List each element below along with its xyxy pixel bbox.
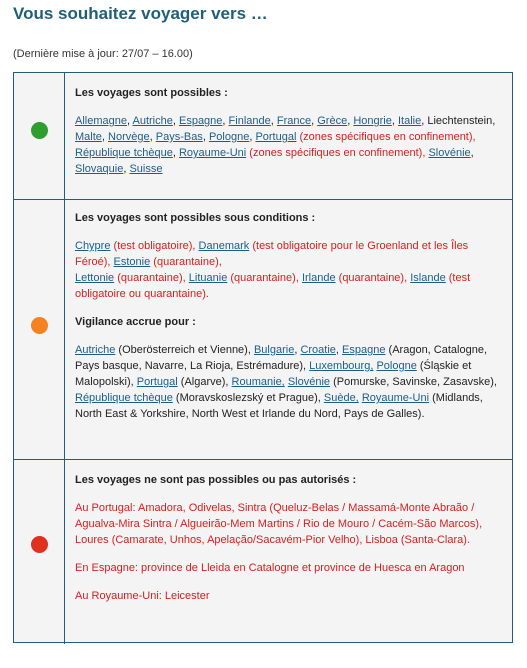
link-france[interactable]: France — [276, 115, 312, 127]
red-dot-icon — [31, 536, 48, 553]
link-pologne[interactable]: Pologne — [208, 131, 250, 143]
sep-bulgarie: , — [294, 344, 298, 356]
link-grece[interactable]: Grèce — [317, 115, 348, 127]
last-updated: (Dernière mise à jour: 27/07 – 16.00) — [13, 48, 193, 60]
link-royaume-uni[interactable]: Royaume-Uni — [178, 147, 247, 159]
note-vig-pologne: (Śląskie et Malopolski), — [75, 360, 472, 388]
note-portugal: (zones spécifiques en confinement), — [299, 131, 476, 143]
link-allemagne[interactable]: Allemagne — [75, 115, 127, 127]
row-not-possible — [14, 460, 512, 644]
link-malte[interactable]: Malte — [75, 131, 102, 143]
green-dot-icon — [31, 122, 48, 139]
link-vig-luxembourg[interactable]: Luxembourg, — [309, 360, 374, 372]
link-lettonie[interactable]: Lettonie — [75, 272, 115, 284]
link-vig-slovenie[interactable]: Slovénie — [287, 376, 331, 388]
page-title: Vous souhaitez voyager vers … — [13, 4, 268, 23]
note-irlande: (quarantaine), — [338, 272, 408, 284]
link-italie[interactable]: Italie — [398, 115, 422, 127]
link-estonie[interactable]: Estonie — [113, 256, 151, 268]
heading-vigilance: Vigilance accrue pour : — [75, 316, 196, 328]
note-vig-slovenie: (Pomurske, Savinske, Zasavske), — [333, 376, 497, 388]
link-vig-pologne[interactable]: Pologne — [376, 360, 417, 372]
text-portugal-zones: Au Portugal: Amadora, Odivelas, Sintra (Queluz-Belas / Massamá-Monte Abraão / Agualva-Mira Sintra / Algueirão-Mem Martins / Rio de Mouro / Cacém-São Marcos), Loures (Camarate, Unhos, Apelação/Sacavém-Pior Velho), Lisboa (Santa-Clara). — [75, 502, 483, 546]
heading-not-possible: Les voyages ne sont pas possibles ou pas autorisés : — [75, 474, 357, 486]
status-cell-orange — [14, 200, 65, 459]
note-vig-autriche: (Oberösterreich et Vienne), — [118, 344, 251, 356]
link-espagne[interactable]: Espagne — [178, 115, 223, 127]
note-lettonie: (quarantaine), — [117, 272, 186, 284]
link-vig-portugal[interactable]: Portugal — [136, 376, 178, 388]
link-pays-bas[interactable]: Pays-Bas — [155, 131, 203, 143]
note-chypre: (test obligatoire), — [113, 240, 196, 252]
link-suisse[interactable]: Suisse — [129, 163, 163, 175]
note-lituanie: (quarantaine), — [230, 272, 299, 284]
link-irlande[interactable]: Irlande — [301, 272, 336, 284]
link-vig-roumanie[interactable]: Roumanie, — [231, 376, 285, 388]
heading-conditions: Les voyages sont possibles sous conditions : — [75, 212, 316, 224]
link-hongrie[interactable]: Hongrie — [353, 115, 392, 127]
status-cell-green — [14, 73, 65, 199]
link-slovaquie[interactable]: Slovaquie — [75, 163, 124, 175]
link-vig-suede[interactable]: Suède, — [323, 392, 359, 404]
link-lituanie[interactable]: Lituanie — [188, 272, 228, 284]
list-possible: Allemagne, Autriche, Espagne, Finlande, France, Grèce, Hongrie, Italie, Liechtenstein, Malte, Norvège, Pays-Bas, Pologne, Portugal (zones spécifiques en confinement), République tchèque, Royaume-Uni (zones spécifiques en confinement), Slovénie, Slovaquie, Suisse — [75, 115, 496, 175]
row-possible — [14, 73, 512, 200]
list-vigilance — [75, 342, 502, 422]
link-chypre[interactable]: Chypre — [75, 240, 111, 252]
link-slovenie[interactable]: Slovénie — [428, 147, 471, 159]
link-danemark[interactable]: Danemark — [198, 240, 250, 252]
orange-dot-icon — [31, 317, 48, 334]
link-norvege[interactable]: Norvège — [108, 131, 150, 143]
link-vig-bulgarie[interactable]: Bulgarie — [253, 344, 295, 356]
note-danemark: (test obligatoire pour le Groenland et les Îles Féroé), — [75, 240, 469, 268]
row-conditions — [14, 200, 512, 460]
note-vig-tcheque: (Moravskoslezský et Prague), — [175, 392, 321, 404]
travel-status-table — [13, 72, 513, 643]
list-conditions — [75, 238, 502, 302]
link-vig-republique-tcheque[interactable]: République tchèque — [75, 392, 173, 404]
link-autriche[interactable]: Autriche — [132, 115, 173, 127]
note-royaume-uni: (zones spécifiques en confinement), — [249, 147, 426, 159]
heading-possible: Les voyages sont possibles : — [75, 87, 228, 99]
content-not-possible — [75, 472, 502, 604]
sep-croatie: , — [335, 344, 339, 356]
note-estonie: (quarantaine), — [153, 256, 222, 268]
text-liechtenstein: Liechtenstein, — [427, 115, 496, 127]
link-finlande[interactable]: Finlande — [228, 115, 271, 127]
note-vig-portugal: (Algarve), — [180, 376, 229, 388]
link-vig-autriche[interactable]: Autriche — [75, 344, 116, 356]
link-portugal[interactable]: Portugal — [255, 131, 297, 143]
link-republique-tcheque[interactable]: République tchèque — [75, 147, 173, 159]
content-possible — [75, 85, 502, 177]
link-vig-royaume-uni[interactable]: Royaume-Uni — [361, 392, 430, 404]
link-islande[interactable]: Islande — [410, 272, 446, 284]
link-vig-espagne[interactable]: Espagne — [342, 344, 386, 356]
link-vig-croatie[interactable]: Croatie — [300, 344, 336, 356]
note-vig-royaume-uni: (Midlands, North East & Yorkshire, North West et Irlande du Nord, Pays de Galles). — [75, 392, 483, 420]
text-espagne-zones: En Espagne: province de Lleida en Catalogne et province de Huesca en Aragon — [75, 562, 465, 574]
note-vig-espagne: (Aragon, Catalogne, Pays basque, Navarre, La Rioja, Estrémadure), — [75, 344, 487, 372]
note-islande: (test obligatoire ou quarantaine). — [75, 272, 471, 300]
status-cell-red — [14, 460, 65, 644]
text-royaume-uni-zones: Au Royaume-Uni: Leicester — [75, 590, 210, 602]
content-conditions — [75, 210, 502, 422]
